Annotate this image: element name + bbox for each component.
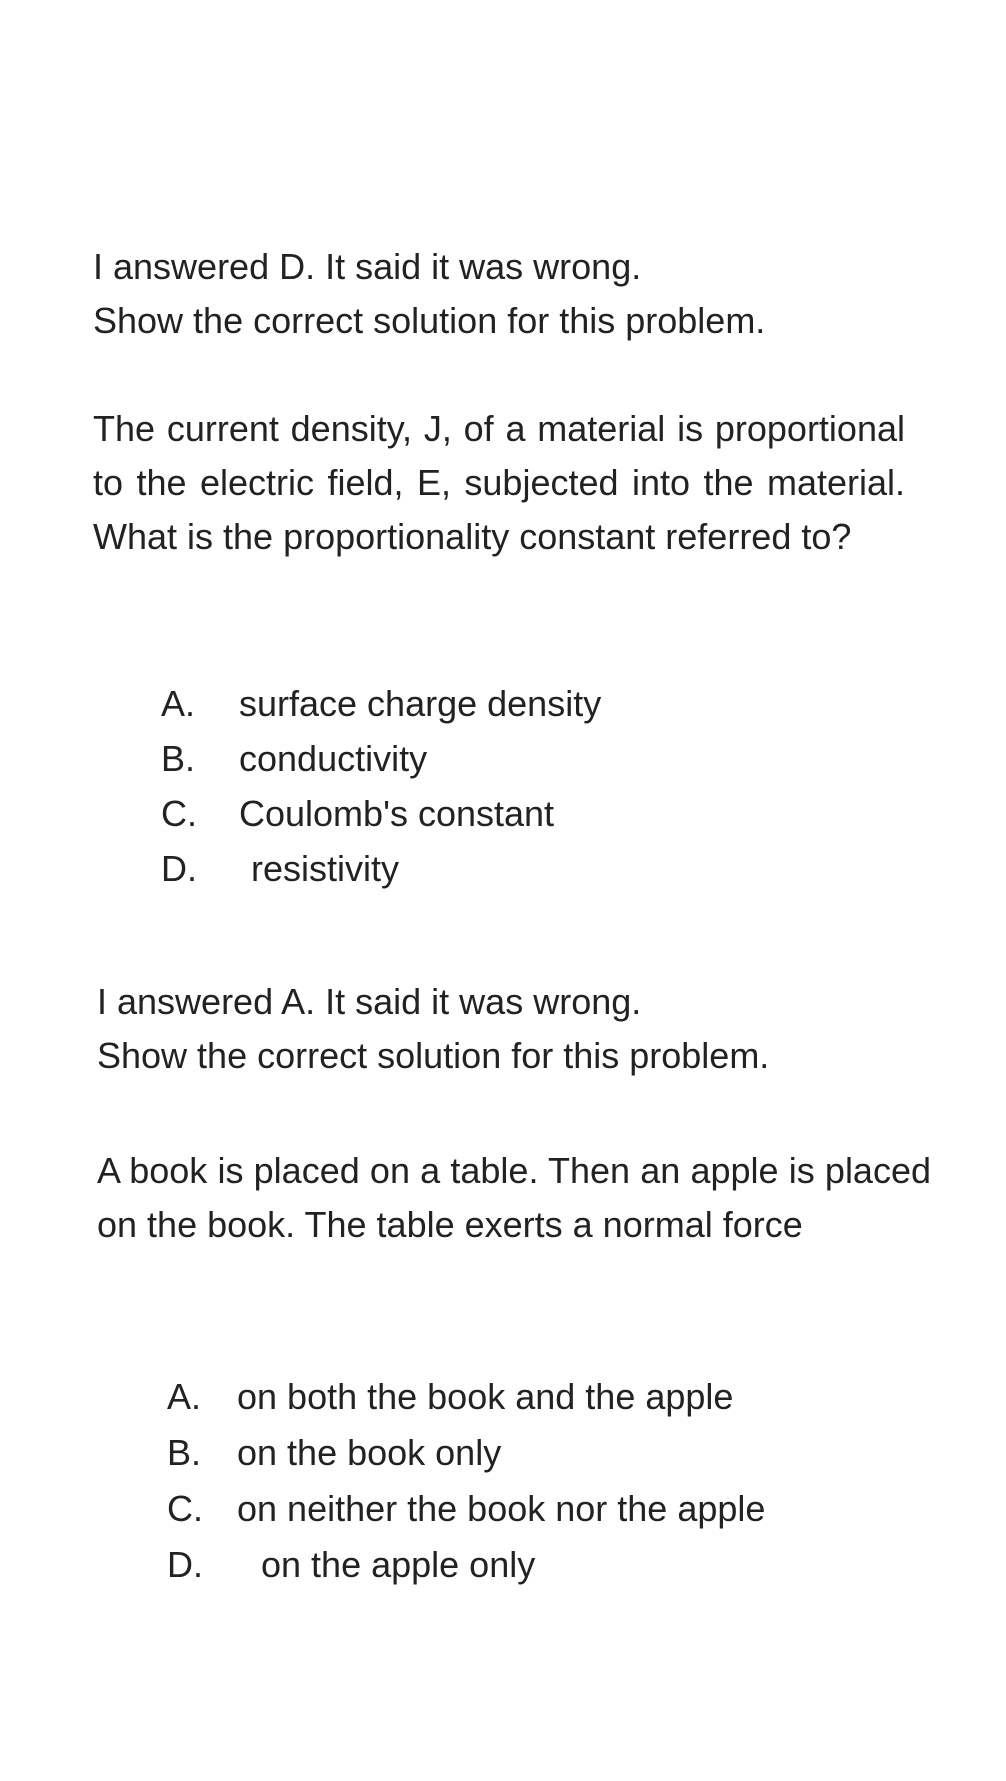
question-1-intro: [93, 240, 913, 348]
option-a: [167, 1369, 765, 1425]
option-a: [161, 676, 601, 731]
intro-line-request: Show the correct solution for this problem.: [93, 300, 766, 341]
option-text: resistivity: [251, 848, 400, 889]
intro-line-answered: I answered D. It said it was wrong.: [93, 246, 642, 287]
option-text: surface charge density: [239, 683, 602, 724]
option-b: [167, 1425, 765, 1481]
option-letter: C.: [167, 1488, 203, 1529]
option-letter: D.: [161, 848, 197, 889]
option-b: [161, 731, 601, 786]
option-text: on neither the book nor the apple: [237, 1488, 766, 1529]
option-c: [161, 786, 601, 841]
question-2-text: A book is placed on a table. Then an apple is placed on the book. The table exerts a normal force: [97, 1150, 931, 1245]
option-text: on both the book and the apple: [237, 1376, 734, 1417]
option-text: conductivity: [239, 738, 428, 779]
option-d: [161, 841, 601, 896]
option-letter: B.: [161, 738, 196, 779]
intro-line-request: Show the correct solution for this problem.: [97, 1035, 770, 1076]
option-text: Coulomb's constant: [239, 793, 555, 834]
option-text: on the apple only: [261, 1544, 536, 1585]
option-letter: C.: [161, 793, 197, 834]
option-letter: A.: [161, 683, 196, 724]
option-text: on the book only: [237, 1432, 502, 1473]
question-1-text: The current density, J, of a material is proportional to the electric field, E, subjected into the material. What is the proportionality constant referred to?: [93, 408, 905, 557]
option-letter: B.: [167, 1432, 202, 1473]
option-c: [167, 1481, 765, 1537]
option-letter: A.: [167, 1376, 202, 1417]
option-d: [167, 1537, 765, 1593]
intro-line-answered: I answered A. It said it was wrong.: [97, 981, 642, 1022]
question-2-intro: [97, 975, 917, 1083]
question-1-options: [161, 676, 601, 896]
question-2-options: [167, 1369, 765, 1593]
option-letter: D.: [167, 1544, 203, 1585]
